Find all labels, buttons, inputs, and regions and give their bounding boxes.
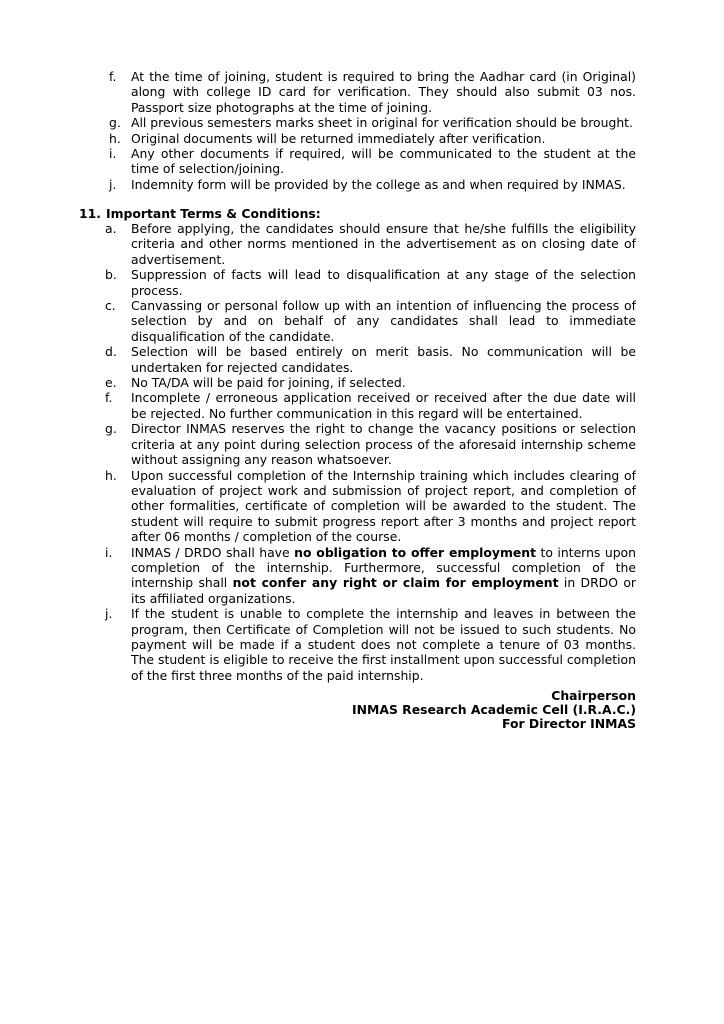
- list-text: Any other documents if required, will be communicated to the student at the time of selection/joining.: [131, 146, 636, 177]
- list-text: If the student is unable to complete the internship and leaves in between the program, then Certificate of Completion will not be issued to such students. No payment will be made if a student does not complete a tenure of 03 months. The student is eligible to receive the first installment upon successful completion of the first three months of the paid internship.: [131, 606, 636, 683]
- list-text: Upon successful completion of the Internship training which includes clearing of evaluation of project work and submission of project report, and completion of other formalities, certificate of completion will be awarded to the student. The student will require to submit progress report after 3 months and project report after 06 months / completion of the course.: [131, 467, 636, 545]
- list-item: [0, 606, 724, 683]
- list-text: Canvassing or personal follow up with an intention of influencing the process of selection by and on behalf of any candidates shall lead to immediate disqualification of the candidate.: [131, 298, 636, 344]
- list-item: [0, 69, 724, 115]
- list-marker: g.: [105, 421, 117, 437]
- text-run: to interns upon completion of the internship. Furthermore, successful completion of the internship shall: [131, 544, 636, 591]
- list-item: [0, 298, 724, 344]
- signature-organization: INMAS Research Academic Cell (I.R.A.C.): [352, 702, 636, 718]
- list-text: Suppression of facts will lead to disqualification at any stage of the selection process.: [131, 267, 636, 298]
- list-text: Before applying, the candidates should ensure that he/she fulfills the eligibility criteria and other norms mentioned in the advertisement as on closing date of advertisement.: [131, 221, 636, 267]
- list-marker: j.: [105, 606, 113, 622]
- list-marker: i.: [109, 146, 117, 162]
- list-marker: f.: [105, 390, 113, 406]
- signature-block: [352, 689, 636, 732]
- list-item: [0, 131, 724, 146]
- list-marker: d.: [105, 344, 117, 360]
- list-marker: h.: [109, 130, 121, 146]
- list-item: [0, 344, 724, 375]
- list-item: [0, 177, 724, 192]
- list-item: [0, 146, 724, 177]
- list-item: [0, 267, 724, 298]
- section-number: 11.: [79, 206, 101, 221]
- list-item: [0, 421, 724, 467]
- signature-title: Chairperson: [551, 688, 636, 703]
- list-text: At the time of joining, student is required to bring the Aadhar card (in Original) along with college ID card for verification. They should also submit 03 nos. Passport size photographs at the time of joining.: [131, 69, 636, 115]
- list-text: All previous semesters marks sheet in original for verification should be brought.: [131, 115, 633, 131]
- emphasis-text: not confer any right or claim for employment: [232, 575, 559, 591]
- section-heading: [79, 206, 321, 221]
- list-marker: f.: [109, 69, 117, 84]
- list-marker: i.: [105, 544, 113, 560]
- list-marker: j.: [109, 176, 117, 192]
- list-marker: e.: [105, 375, 117, 391]
- list-marker: b.: [105, 267, 117, 283]
- section-title: Important Terms & Conditions:: [105, 206, 321, 221]
- text-run: in DRDO or its affiliated organizations.: [131, 575, 636, 606]
- list-item: [0, 115, 724, 130]
- list-text: [131, 545, 636, 607]
- list-text: Selection will be based entirely on merit basis. No communication will be undertaken for rejected candidates.: [131, 344, 636, 375]
- documents-list: [0, 69, 724, 192]
- list-item: [0, 221, 724, 267]
- terms-list: [0, 221, 724, 683]
- signature-on-behalf: For Director INMAS: [502, 716, 636, 732]
- list-item: [0, 375, 724, 390]
- list-item: [0, 545, 724, 607]
- emphasis-text: no obligation to offer employment: [294, 544, 537, 560]
- list-marker: a.: [105, 221, 117, 236]
- list-marker: h.: [105, 467, 117, 483]
- list-marker: g.: [109, 115, 121, 131]
- list-item: [0, 468, 724, 545]
- list-text: Incomplete / erroneous application received or received after the due date will be rejected. No further communication in this regard will be entertained.: [131, 390, 636, 421]
- list-text: Director INMAS reserves the right to change the vacancy positions or selection criteria at any point during selection process of the aforesaid internship scheme without assigning any reason whatsoever.: [131, 421, 636, 468]
- list-text: No TA/DA will be paid for joining, if selected.: [131, 375, 406, 391]
- list-text: Indemnity form will be provided by the college as and when required by INMAS.: [131, 176, 626, 192]
- list-item: [0, 390, 724, 421]
- list-text: Original documents will be returned immediately after verification.: [131, 130, 546, 146]
- text-run: INMAS / DRDO shall have: [131, 544, 295, 560]
- list-marker: c.: [105, 298, 116, 314]
